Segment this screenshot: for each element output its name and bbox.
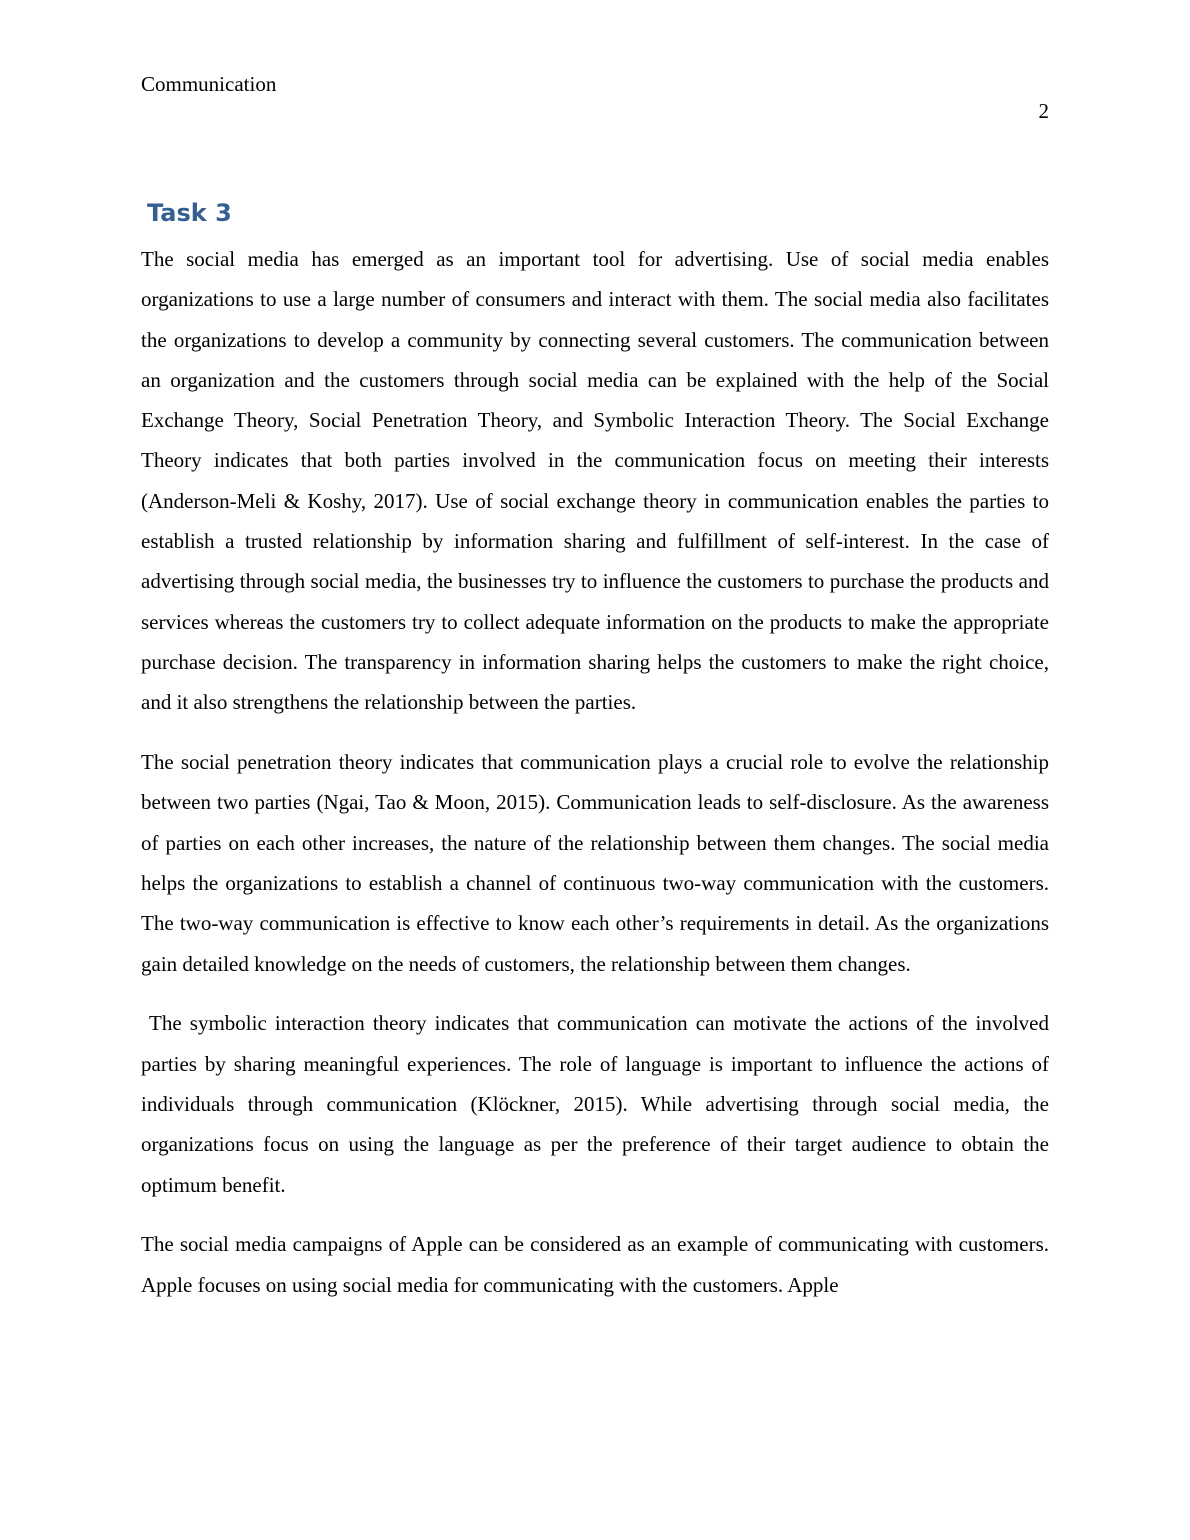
page-number: 2: [1038, 99, 1049, 123]
paragraph-4: The social media campaigns of Apple can be considered as an example of communicating with customers. Apple focuses on using social media for communicating with the customers. Apple: [141, 1232, 1049, 1297]
running-head: Communication: [141, 72, 277, 96]
paragraph-1: The social media has emerged as an important tool for advertising. Use of social media enables organizations to use a large number of consumers and interact with them. The social media also facilitates the organizations to develop a community by connecting several customers. The communication between an organization and the customers through social media can be explained with the help of the Social Exchange Theory, Social Penetration Theory, and Symbolic Interaction Theory. The Social Exchange Theory indicates that both parties involved in the communication focus on meeting their interests (Anderson-Meli & Koshy, 2017). Use of social exchange theory in communication enables the parties to establish a trusted relationship by information sharing and fulfillment of self-interest. In the case of advertising through social media, the businesses try to influence the customers to purchase the products and services whereas the customers try to collect adequate information on the products to make the appropriate purchase decision. The transparency in information sharing helps the customers to make the right choice, and it also strengthens the relationship between the parties.: [141, 247, 1049, 715]
paragraph-2: The social penetration theory indicates that communication plays a crucial role to evolve the relationship between two parties (Ngai, Tao & Moon, 2015). Communication leads to self-disclosure. As the awareness of parties on each other increases, the nature of the relationship between them changes. The social media helps the organizations to establish a channel of continuous two-way communication with the customers. The two-way communication is effective to know each other’s requirements in detail. As the organizations gain detailed knowledge on the needs of customers, the relationship between them changes.: [141, 750, 1049, 976]
paragraph-3: The symbolic interaction theory indicates that communication can motivate the actions of the involved parties by sharing meaningful experiences. The role of language is important to influence the actions of individuals through communication (Klöckner, 2015). While advertising through social media, the organizations focus on using the language as per the preference of their target audience to obtain the optimum benefit.: [141, 1011, 1049, 1197]
document-body: [141, 239, 1049, 1324]
section-heading: Task 3: [147, 199, 232, 227]
